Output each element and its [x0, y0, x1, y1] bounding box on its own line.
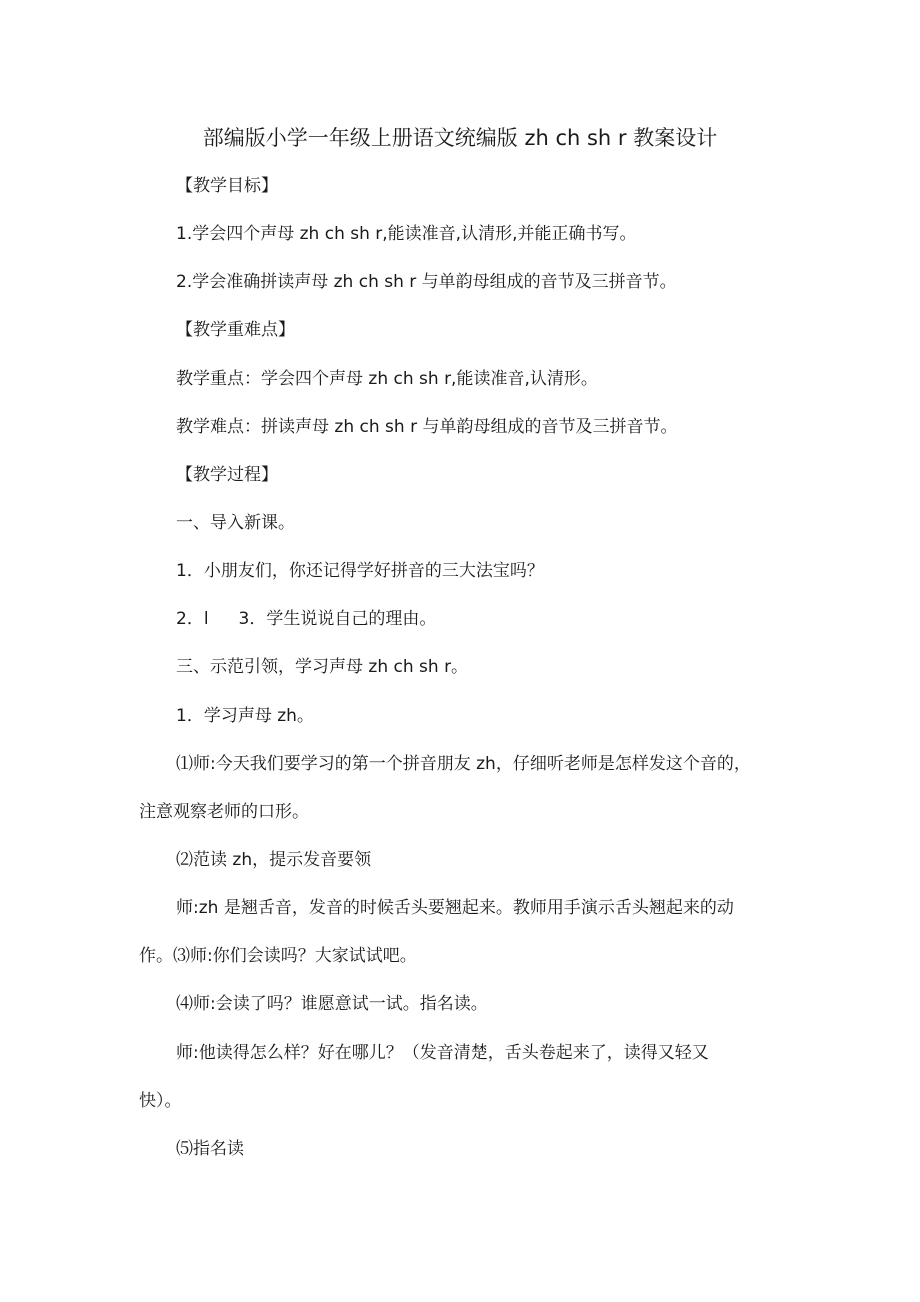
objective-2: 2.学会准确拼读声母 zh ch sh r 与单韵母组成的音节及三拼音节。 — [176, 272, 677, 292]
learn-zh-step-2: ⑵范读 zh，提示发音要领 — [176, 850, 372, 870]
process-item-2-3 — [176, 606, 436, 632]
process-step-demo: 三、示范引领，学习声母 zh ch sh r。 — [176, 657, 469, 677]
difficult-point: 教学难点：拼读声母 zh ch sh r 与单韵母组成的音节及三拼音节。 — [176, 417, 678, 437]
teacher-feedback: 师:他读得怎么样？好在哪儿？（发音清楚，舌头卷起来了，读得又轻又 — [176, 1043, 709, 1063]
learn-zh-step-4: ⑷师:会读了吗？谁愿意试一试。指名读。 — [176, 994, 488, 1014]
process-item-3: 3．学生说说自己的理由。 — [238, 609, 437, 629]
section-heading-process: 【教学过程】 — [176, 465, 278, 485]
learn-zh-step-1-cont: 注意观察老师的口形。 — [139, 802, 309, 822]
objective-1: 1.学会四个声母 zh ch sh r,能读准音,认清形,并能正确书写。 — [176, 224, 637, 244]
learn-zh-heading: 1．学习声母 zh。 — [176, 706, 314, 726]
teacher-explanation-cont: 作。⑶师:你们会读吗？大家试试吧。 — [139, 946, 417, 966]
process-item-1: 1．小朋友们，你还记得学好拼音的三大法宝吗？ — [176, 561, 544, 581]
document-title: 部编版小学一年级上册语文统编版 zh ch sh r 教案设计 — [202, 126, 718, 150]
learn-zh-step-1: ⑴师:今天我们要学习的第一个拼音朋友 zh，仔细听老师是怎样发这个音的， — [176, 754, 751, 774]
section-heading-objectives: 【教学目标】 — [176, 176, 278, 196]
section-heading-key-points: 【教学重难点】 — [176, 320, 295, 340]
process-item-2: 2．l — [176, 609, 209, 629]
process-step-intro: 一、导入新课。 — [176, 513, 295, 533]
key-point: 教学重点：学会四个声母 zh ch sh r,能读准音,认清形。 — [176, 369, 598, 389]
learn-zh-step-5: ⑸指名读 — [176, 1139, 244, 1159]
teacher-feedback-cont: 快）。 — [139, 1091, 182, 1111]
teacher-explanation: 师:zh 是翘舌音，发音的时候舌头要翘起来。教师用手演示舌头翘起来的动 — [176, 898, 734, 918]
